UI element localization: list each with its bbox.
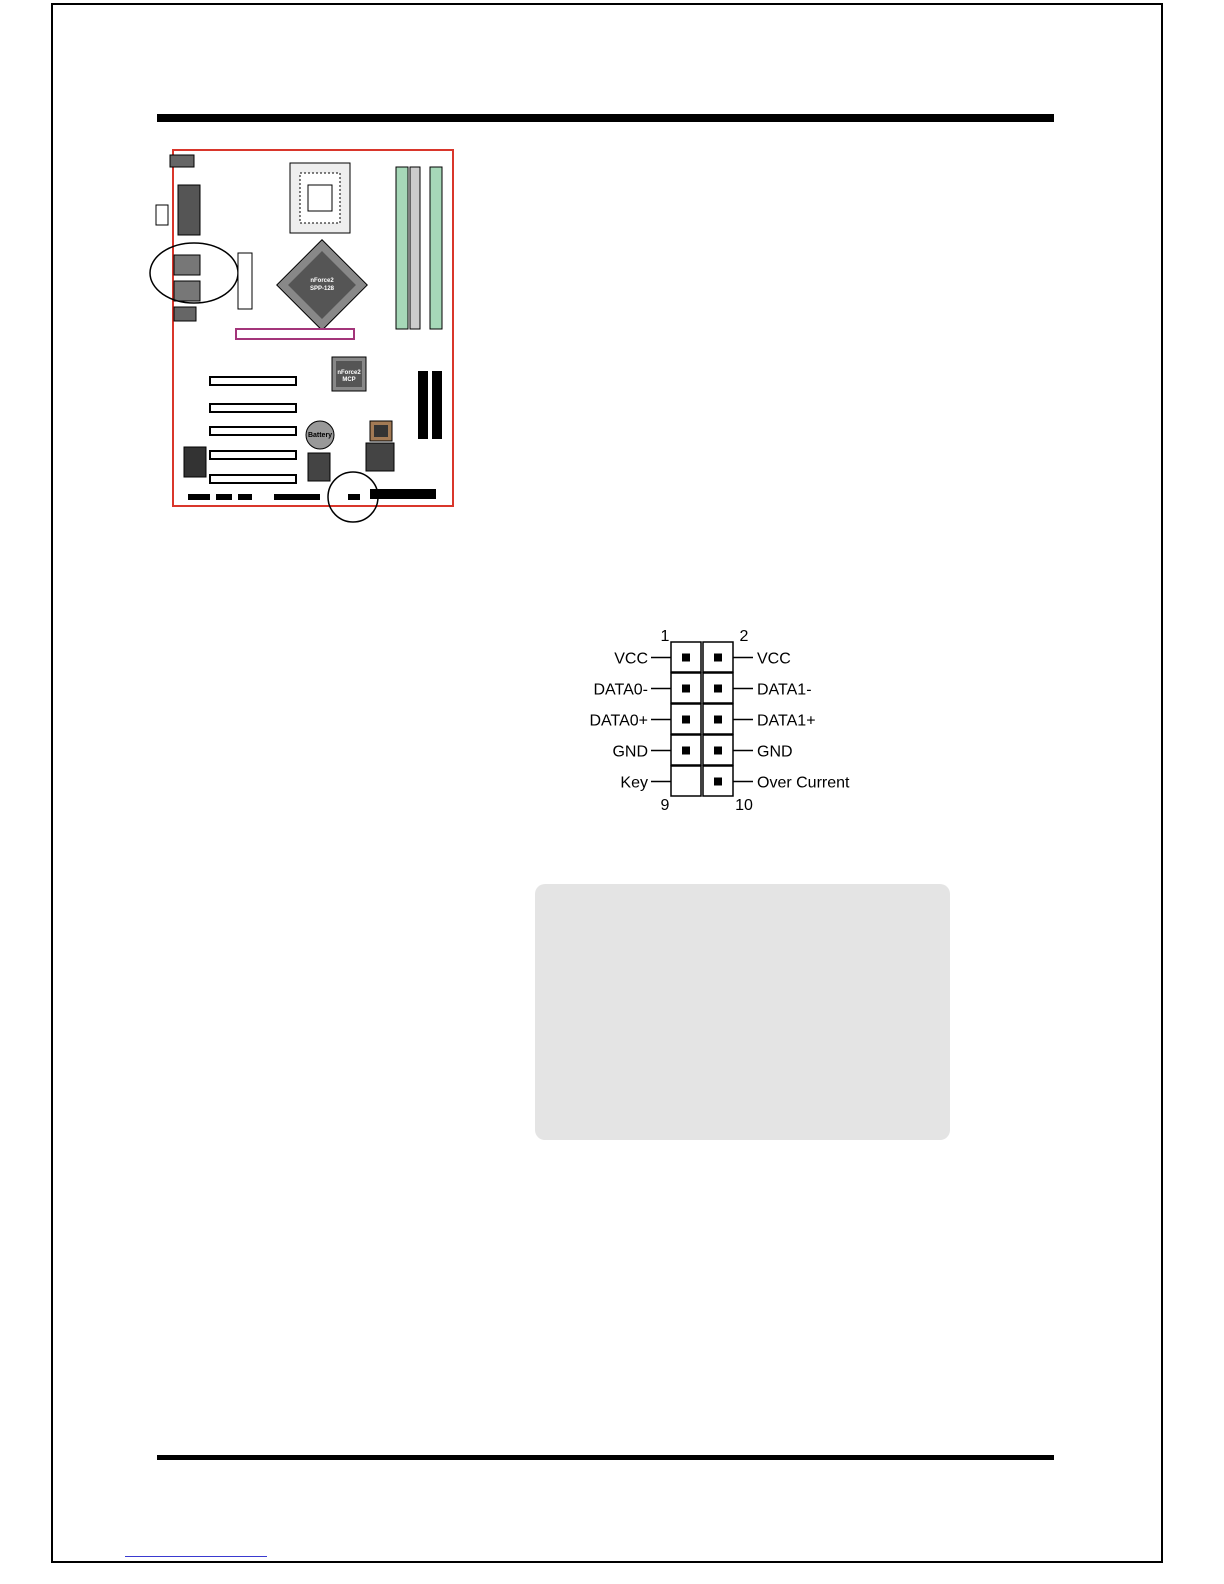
- pin-label-left: GND: [612, 743, 648, 761]
- usb-port-lower: [174, 281, 200, 301]
- battery-label: Battery: [307, 432, 333, 439]
- usb-header-pinout: [580, 620, 880, 820]
- note-box: [535, 884, 950, 1140]
- usb-header: [348, 494, 360, 500]
- pin-number-9: 9: [660, 797, 670, 814]
- pin-label-left: VCC: [614, 650, 648, 668]
- footer-rule: [157, 1455, 1054, 1460]
- pin-number-2: 2: [739, 628, 749, 645]
- pin-right: [714, 716, 722, 724]
- pin-right: [714, 778, 722, 786]
- pin-label-right: VCC: [757, 650, 791, 668]
- pin-right: [714, 654, 722, 662]
- south-bridge-model: MCP: [342, 377, 356, 383]
- motherboard-diagram: [140, 145, 470, 535]
- pin-label-right: Over Current: [757, 774, 850, 792]
- pin-label-left: DATA0-: [593, 681, 648, 699]
- header-rule: [157, 114, 1054, 122]
- pin-left: [682, 716, 690, 724]
- pin-label-right: DATA1-: [757, 681, 812, 699]
- pin-label-right: DATA1+: [757, 712, 816, 730]
- north-bridge-label: nForce2: [310, 278, 334, 284]
- pin-label-left: DATA0+: [589, 712, 648, 730]
- pin-left: [682, 654, 690, 662]
- pin-left: [682, 685, 690, 693]
- pin-left: [682, 747, 690, 755]
- pin-right: [714, 747, 722, 755]
- pin-label-right: GND: [757, 743, 793, 761]
- pin-number-1: 1: [660, 628, 670, 645]
- pin-right: [714, 685, 722, 693]
- pin-label-left: Key: [620, 774, 648, 792]
- agp-slot: [236, 329, 354, 339]
- footer-underline: [125, 1556, 267, 1557]
- pin-cell-left: [671, 766, 701, 796]
- north-bridge-model: SPP-128: [309, 286, 335, 292]
- usb-port-upper: [174, 255, 200, 275]
- pin-number-10: 10: [735, 797, 753, 814]
- south-bridge-label: nForce2: [337, 370, 361, 376]
